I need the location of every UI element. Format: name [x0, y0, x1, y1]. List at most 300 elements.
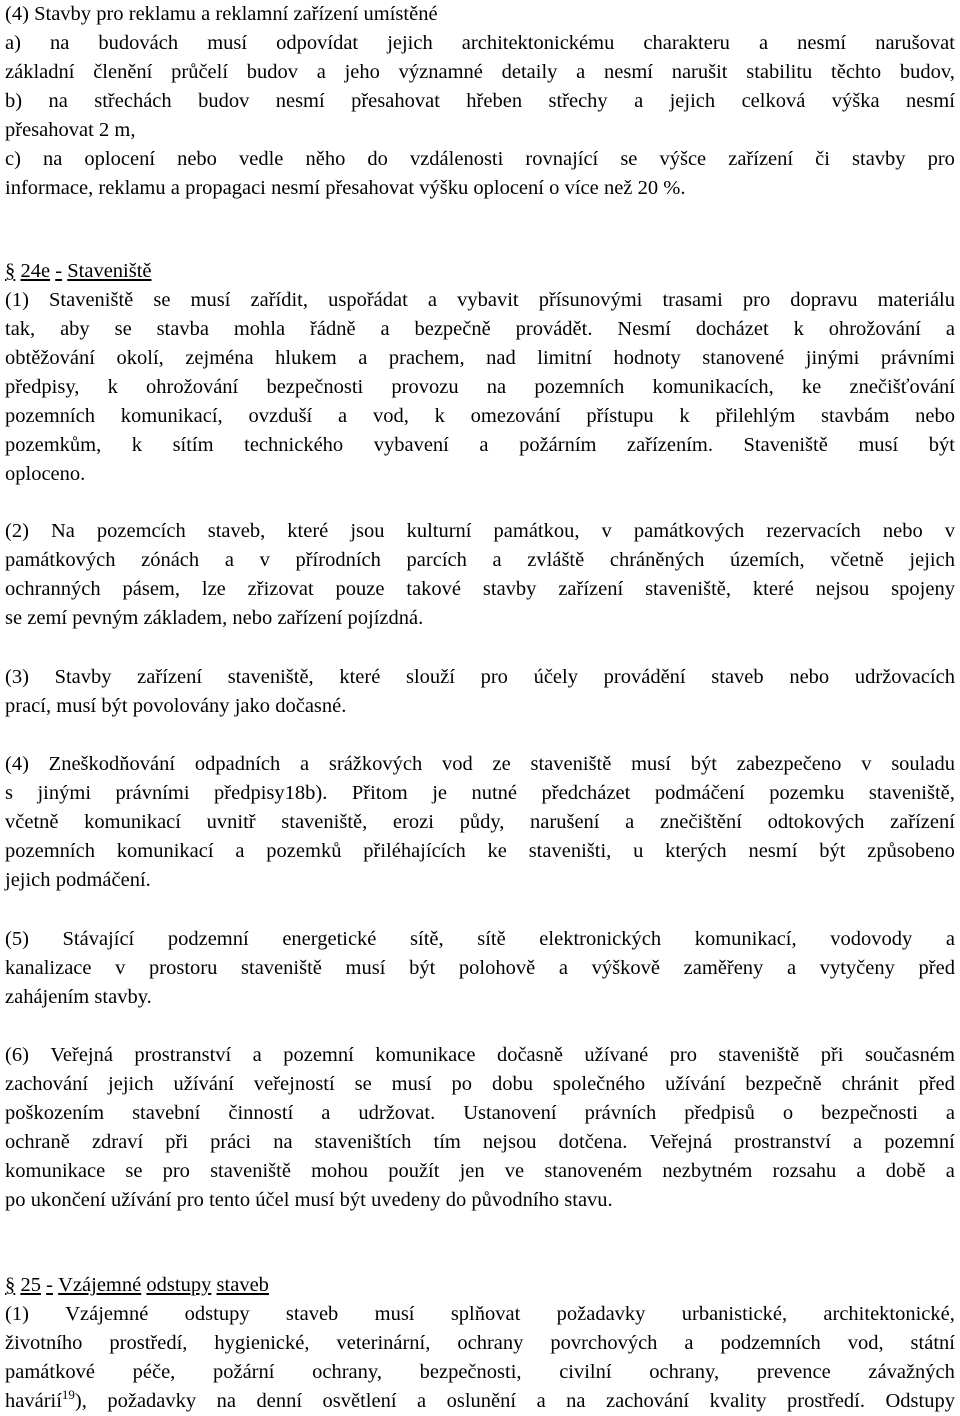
word: a	[758, 32, 769, 54]
word: staveniště	[718, 1044, 800, 1066]
word: zařízení	[293, 3, 359, 25]
word: zemí	[27, 607, 68, 629]
word: a	[576, 61, 586, 83]
word: včetně	[830, 549, 884, 571]
word: nebo	[789, 666, 830, 688]
text-line	[5, 1157, 955, 1186]
text-line	[5, 954, 955, 983]
word: tím	[433, 1131, 461, 1153]
word: zařízení	[728, 148, 794, 170]
word: a	[945, 1102, 955, 1124]
word: komunikace	[375, 1044, 476, 1066]
word: přesahovat	[351, 90, 440, 112]
word: splňovat	[450, 1303, 521, 1325]
word: znečišťování	[849, 376, 955, 398]
word: účely	[533, 666, 578, 688]
word: technického	[244, 434, 344, 456]
word: zaměřeny	[683, 957, 764, 979]
word: veřejností	[253, 1073, 335, 1095]
word: k	[434, 405, 445, 427]
word: Vzájemné	[65, 1303, 149, 1325]
word: na	[48, 90, 68, 112]
word: budov	[198, 90, 250, 112]
word: zařídit,	[250, 289, 308, 311]
word: (4)	[5, 753, 29, 775]
word: srážkových	[328, 753, 423, 775]
word: staveništích	[314, 1131, 412, 1153]
word: trasami	[662, 289, 723, 311]
word: významné	[398, 61, 483, 83]
word: nesmí	[748, 840, 798, 862]
word: sítě,	[410, 928, 444, 950]
word: denní	[256, 1390, 303, 1412]
word: výška	[831, 90, 880, 112]
word: ochranných	[5, 578, 101, 600]
word: a	[316, 61, 326, 83]
word: základní	[5, 61, 75, 83]
word: osvětlení	[322, 1390, 397, 1412]
word: stavební	[132, 1102, 201, 1124]
word: udržovacích	[854, 666, 955, 688]
word: stavby.	[94, 986, 152, 1008]
word: prací,	[5, 695, 52, 717]
word: zejména	[185, 347, 254, 369]
word: staveniště,	[227, 666, 314, 688]
word: a	[417, 1390, 427, 1412]
text-line	[5, 257, 955, 286]
word: v	[861, 753, 872, 775]
word: památkových	[633, 520, 745, 542]
word: pouze	[335, 578, 385, 600]
word: ochrany,	[649, 1361, 720, 1383]
word: a	[786, 957, 797, 979]
word: (5)	[5, 928, 29, 950]
word: práci	[210, 1131, 252, 1153]
word: pro	[742, 289, 771, 311]
text-line	[5, 87, 955, 116]
text-line	[5, 1186, 955, 1215]
word: užívání	[111, 1189, 172, 1211]
word: oplocení	[84, 148, 156, 170]
word: erozi	[392, 811, 434, 833]
word: dopravu	[790, 289, 858, 311]
word: tento	[209, 1189, 251, 1211]
word: pro	[480, 666, 508, 688]
word: Stávající	[62, 928, 135, 950]
word: udržovat.	[358, 1102, 436, 1124]
word: architektonické,	[823, 1303, 955, 1325]
word: jejich	[909, 549, 955, 571]
word: být	[101, 695, 128, 717]
word: do	[367, 148, 388, 170]
word: stavbám	[820, 405, 890, 427]
word: na	[50, 32, 70, 54]
word: staveb	[711, 666, 764, 688]
word: staveniště	[530, 753, 612, 775]
footnote-ref: 19	[61, 1387, 75, 1403]
word: reklamu	[98, 177, 166, 199]
word: 20	[637, 177, 659, 199]
word: komunikace	[5, 1160, 106, 1182]
word: současném	[864, 1044, 955, 1066]
word: s	[5, 782, 13, 804]
word: Zneškodňování	[48, 753, 176, 775]
word: musí	[207, 32, 248, 54]
word: Staveniště	[743, 434, 828, 456]
word: stavu.	[564, 1189, 613, 1211]
word: jsou	[350, 520, 385, 542]
word: právními	[880, 347, 955, 369]
word: k	[131, 434, 143, 456]
word: požadavky	[107, 1390, 197, 1412]
word: při	[820, 1044, 844, 1066]
word: přesahovat	[325, 177, 415, 199]
text-line	[5, 546, 955, 575]
word: stavby	[852, 148, 906, 170]
word: mohla	[233, 318, 286, 340]
word: účel	[255, 1189, 290, 1211]
word: k	[679, 405, 690, 427]
word: a	[536, 1390, 546, 1412]
word: nesmí	[271, 177, 321, 199]
word: polohově	[458, 957, 536, 979]
word: ochrany	[457, 1332, 524, 1354]
word: ochrany,	[312, 1361, 382, 1383]
text-line	[5, 145, 955, 174]
word: být	[339, 1189, 366, 1211]
word: státní	[910, 1332, 955, 1354]
word: staveniště	[241, 957, 322, 979]
text-line	[5, 604, 955, 633]
word: se	[354, 1073, 372, 1095]
word: včetně	[5, 811, 59, 833]
word: ke	[801, 376, 822, 398]
word: -	[46, 1274, 53, 1296]
word: komunikací,	[120, 405, 223, 427]
word: (1)	[5, 289, 29, 311]
text-line	[5, 1329, 955, 1358]
word: které	[752, 578, 794, 600]
word: nebo	[882, 520, 923, 542]
word: aby	[60, 318, 90, 340]
word: zařízení	[890, 811, 955, 833]
word: být	[409, 957, 436, 979]
word: přísunovými	[538, 289, 643, 311]
word: použít	[388, 1160, 440, 1182]
word: uvnitř	[206, 811, 256, 833]
word: chráněných	[609, 549, 705, 571]
word: pásem,	[122, 578, 180, 600]
word: je	[432, 782, 447, 804]
word: ochraně	[5, 1131, 70, 1153]
word: uvedeny	[371, 1189, 441, 1211]
word: výšku	[419, 177, 469, 199]
word: prostředí,	[109, 1332, 188, 1354]
word: nad	[486, 347, 516, 369]
word: životního	[5, 1332, 83, 1354]
word: péče,	[132, 1361, 176, 1383]
word: komunikací,	[694, 928, 797, 950]
word: předpisy18b).	[214, 782, 328, 804]
text-line	[5, 866, 955, 895]
word: civilní	[559, 1361, 612, 1383]
word: pozemků	[266, 840, 342, 862]
word: těchto	[831, 61, 882, 83]
word: limitní	[537, 347, 592, 369]
word: prostoru	[149, 957, 218, 979]
word: prevence	[756, 1361, 831, 1383]
word: nejsou	[482, 1131, 537, 1153]
word: detaily	[501, 61, 558, 83]
word: k	[793, 318, 804, 340]
word: v	[259, 549, 270, 571]
word: jinými	[805, 347, 860, 369]
word: vodovody	[830, 928, 913, 950]
word: takové	[406, 578, 462, 600]
word: předcházet	[541, 782, 631, 804]
word: než	[603, 177, 633, 199]
word: narušení	[530, 811, 600, 833]
word: stanoveném	[544, 1160, 643, 1182]
word: odstupy	[146, 1274, 212, 1296]
word: po	[451, 1073, 472, 1095]
word: budov,	[899, 61, 955, 83]
word: Na	[50, 520, 75, 542]
word: být	[819, 840, 846, 862]
word: musí	[631, 753, 671, 775]
word: oploceno.	[5, 463, 86, 485]
word: musí	[190, 289, 231, 311]
word: architektonickému	[461, 32, 615, 54]
text-line	[5, 58, 955, 87]
word: a	[684, 1332, 694, 1354]
word: půdy,	[459, 811, 505, 833]
text-line	[5, 1128, 955, 1157]
word: se	[5, 607, 23, 629]
word: §	[5, 1274, 16, 1296]
word: právními	[115, 782, 190, 804]
word: nebo	[177, 148, 217, 170]
word: dobu	[491, 1073, 533, 1095]
word: Ustanovení	[463, 1102, 557, 1124]
word: pro	[162, 1160, 190, 1182]
word: souladu	[891, 753, 955, 775]
word: závažných	[868, 1361, 955, 1383]
word: nesmí	[905, 90, 955, 112]
word: dočasné.	[275, 695, 347, 717]
text-line	[5, 315, 955, 344]
word: oslunění	[446, 1390, 517, 1412]
word: na	[486, 376, 507, 398]
word: musí	[391, 1073, 432, 1095]
word: pro	[669, 1044, 697, 1066]
word: ke	[487, 840, 507, 862]
text-line	[5, 286, 955, 315]
word: se	[620, 148, 638, 170]
word: komunikacích,	[652, 376, 774, 398]
text-line	[5, 837, 955, 866]
word: budovách	[98, 32, 179, 54]
word: podzemních	[720, 1332, 821, 1354]
word: (2)	[5, 520, 29, 542]
word: %.	[663, 177, 686, 199]
word: a	[853, 1131, 863, 1153]
word: jejich	[669, 90, 716, 112]
word: pro	[96, 3, 124, 25]
word: b)	[5, 90, 23, 112]
word: před	[918, 1073, 955, 1095]
word: do	[445, 1189, 467, 1211]
word: -	[55, 260, 63, 282]
word: propagaci	[185, 177, 266, 199]
word: jen	[459, 1160, 485, 1182]
word: pozemcích	[96, 520, 186, 542]
word: vzdálenosti	[409, 148, 504, 170]
word: musí	[345, 957, 386, 979]
word: zdraví	[91, 1131, 144, 1153]
word: jejich	[108, 1073, 154, 1095]
text-line	[5, 29, 955, 58]
word: informace,	[5, 177, 94, 199]
word: stabilitu	[746, 61, 813, 83]
word: rovnající	[525, 148, 599, 170]
word: Veřejná	[50, 1044, 113, 1066]
word: Stavby	[54, 666, 112, 688]
word: podmáčení.	[55, 869, 151, 891]
word: u	[633, 840, 644, 862]
word: přírodních	[295, 549, 381, 571]
word: při	[165, 1131, 189, 1153]
word: dotčena.	[558, 1131, 628, 1153]
word: a	[945, 318, 955, 340]
word: pozemních	[534, 376, 625, 398]
word: stanovené	[702, 347, 785, 369]
word: (6)	[5, 1044, 29, 1066]
word: 24e	[20, 260, 51, 282]
word: užívání	[173, 1073, 234, 1095]
word: které	[339, 666, 381, 688]
word: vod	[442, 753, 473, 775]
word: jeho	[344, 61, 380, 83]
word: musí	[294, 1189, 335, 1211]
word: staveniště,	[868, 782, 955, 804]
word: požární	[212, 1361, 275, 1383]
word: odtokových	[767, 811, 865, 833]
word: parcích	[406, 549, 467, 571]
word: Staveniště	[49, 289, 134, 311]
word: přiléhajících	[363, 840, 466, 862]
text-line	[5, 373, 955, 402]
word: zřizovat	[247, 578, 314, 600]
word: nejsou	[815, 578, 870, 600]
word: předpisy,	[5, 376, 80, 398]
text-line	[5, 1387, 955, 1416]
word: jejich	[387, 32, 433, 54]
word: kulturní	[406, 520, 472, 542]
word: vod,	[847, 1332, 884, 1354]
word: veterinární,	[336, 1332, 431, 1354]
text-line	[5, 808, 955, 837]
word: které	[287, 520, 329, 542]
word: průčelí	[171, 61, 229, 83]
word: musí	[374, 1303, 415, 1325]
word: požadavky	[556, 1303, 646, 1325]
word: §	[5, 260, 16, 282]
word: předpisů	[684, 1102, 755, 1124]
text-line	[5, 116, 955, 145]
word: staveniště,	[645, 578, 732, 600]
word: v	[115, 957, 126, 979]
word: a	[358, 347, 368, 369]
text-line	[5, 431, 955, 460]
word: staveb	[285, 1303, 339, 1325]
word: Veřejná	[649, 1131, 713, 1153]
word: (3)	[5, 666, 29, 688]
word: jejich	[5, 869, 51, 891]
word: docházet	[695, 318, 769, 340]
word: a	[492, 549, 502, 571]
word: stavby	[482, 578, 537, 600]
word: a	[300, 753, 310, 775]
word: charakteru	[643, 32, 730, 54]
word: rozsahu	[772, 1160, 837, 1182]
word: o	[549, 177, 560, 199]
word: pozemkům,	[5, 434, 102, 456]
word: staveb,	[207, 520, 266, 542]
word: pozemních	[5, 840, 95, 862]
word: zařízení	[277, 607, 343, 629]
word: vedle	[239, 148, 284, 170]
word: výšce	[659, 148, 707, 170]
word: reklamní	[215, 3, 289, 25]
word: pojízdná.	[347, 607, 424, 629]
word: odpovídat	[276, 32, 359, 54]
word: umístěné	[363, 3, 438, 25]
word: a	[558, 957, 568, 979]
word: památkové	[5, 1361, 95, 1383]
word: být	[928, 434, 955, 456]
word: budov	[246, 61, 299, 83]
word: zařízení	[558, 578, 624, 600]
word: a	[224, 549, 234, 571]
word: k	[107, 376, 118, 398]
word: musí	[56, 695, 97, 717]
word: 2	[98, 119, 110, 141]
text-line	[5, 174, 955, 203]
word: 25	[20, 1274, 41, 1296]
word: ovzduší	[248, 405, 313, 427]
word: přístupu	[586, 405, 654, 427]
word: sítě	[477, 928, 506, 950]
word: v	[601, 520, 612, 542]
word: Staveniště	[67, 260, 152, 282]
word: znečištění	[659, 811, 742, 833]
word: a	[625, 811, 635, 833]
word: se	[153, 289, 171, 311]
word: Stavby	[34, 3, 92, 25]
word: sítím	[172, 434, 214, 456]
word: rezervacích	[766, 520, 861, 542]
word: či	[815, 148, 830, 170]
text-line	[5, 1300, 955, 1329]
text-line	[5, 0, 955, 29]
word: a	[945, 928, 955, 950]
word: kvality	[709, 1390, 767, 1412]
word: památkových	[5, 549, 116, 571]
word: podzemní	[167, 928, 249, 950]
word: zvláště	[527, 549, 585, 571]
word: provádění	[603, 666, 686, 688]
